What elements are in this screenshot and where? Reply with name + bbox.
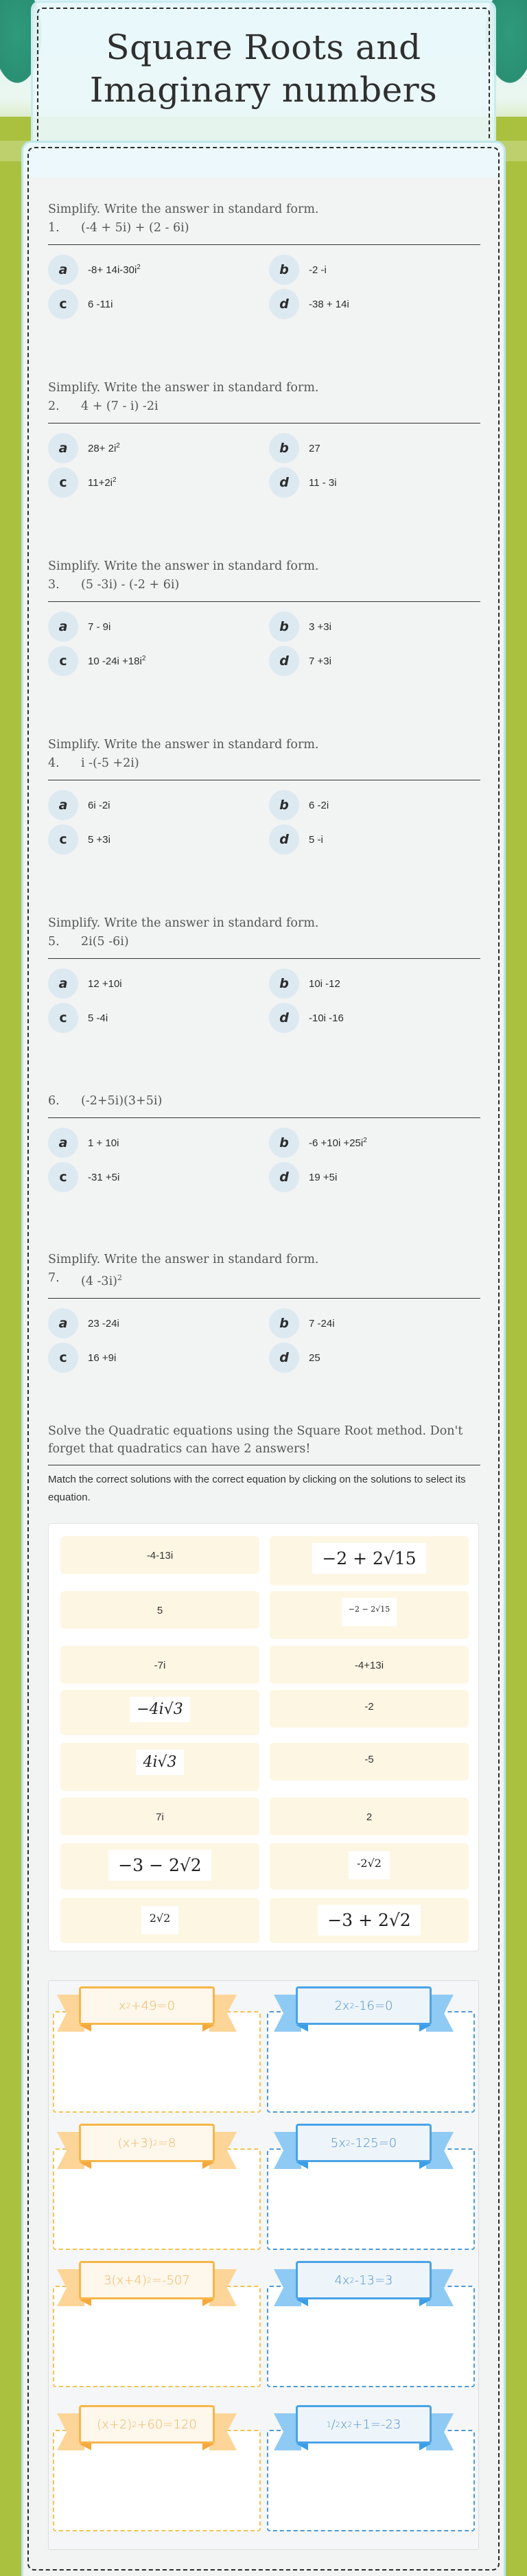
choice-text: $11+2i^2$	[88, 476, 117, 489]
equation-label-ribbon	[274, 2405, 454, 2453]
equation-buckets-panel	[48, 1980, 479, 2550]
choice-letter: c	[48, 1003, 78, 1033]
choice-b[interactable]	[269, 1128, 367, 1158]
solution-tile[interactable]: -4+13i	[270, 1646, 469, 1684]
choice-b[interactable]	[269, 255, 327, 285]
equation-label: (x+2) 2 +60=120	[79, 2405, 215, 2444]
equation-label-ribbon	[274, 2261, 454, 2309]
question-expression	[48, 754, 480, 773]
question-6	[48, 1091, 480, 1196]
choice-c[interactable]	[48, 1343, 116, 1373]
choice-letter: b	[269, 612, 299, 642]
solution-tile[interactable]: 2	[270, 1798, 469, 1835]
choice-letter: a	[48, 612, 78, 642]
choice-letter: c	[48, 467, 78, 498]
choice-text: 7 -24i	[309, 1317, 335, 1330]
question-4	[48, 736, 480, 859]
equation-label-ribbon	[57, 2124, 237, 2172]
choice-a[interactable]	[48, 255, 141, 285]
choice-letter: b	[269, 1128, 299, 1158]
expression-text: (-2+5i)(3+5i)	[81, 1094, 163, 1108]
choice-grid	[48, 612, 480, 680]
question-3	[48, 557, 480, 680]
choice-text: 5 -4i	[88, 1012, 108, 1024]
question-expression	[48, 932, 480, 951]
choice-text: $-6 +10i +25i^2$	[309, 1137, 367, 1149]
quadratic-instruction: Solve the Quadratic equations using the Square Root method. Don't forget that quadratics can have 2 answers!	[48, 1424, 463, 1456]
choice-letter: c	[48, 824, 78, 855]
choice-text: -31 +5i	[88, 1172, 120, 1183]
question-number: 4.	[48, 756, 60, 770]
choice-text: 10 $-24i +18i^2$	[88, 655, 146, 667]
choice-c[interactable]	[48, 646, 145, 676]
choice-d[interactable]	[269, 1003, 344, 1033]
choice-letter: b	[269, 433, 299, 463]
choice-letter: d	[269, 646, 299, 676]
choice-letter: d	[269, 1162, 299, 1192]
solution-tile[interactable]: -5	[270, 1743, 469, 1780]
choice-letter: b	[269, 790, 299, 820]
question-number: 5.	[48, 935, 60, 949]
question-instruction: Simplify. Write the answer in standard form.	[48, 738, 319, 752]
question-7	[48, 1251, 480, 1377]
choice-letter: d	[269, 467, 299, 498]
choice-text: 5 +3i	[88, 834, 110, 846]
choice-text: 7 - 9i	[88, 621, 111, 633]
choice-d[interactable]	[269, 1343, 320, 1373]
choice-grid	[48, 255, 480, 323]
question-expression	[48, 218, 480, 237]
choice-a[interactable]	[48, 1128, 119, 1158]
equation-label: 4x 2 -13=3	[296, 2261, 432, 2299]
choice-text: 6i -2i	[88, 800, 110, 811]
choice-text: 25	[309, 1351, 320, 1364]
solution-tile[interactable]: −4i√3	[60, 1690, 259, 1735]
choice-letter: a	[48, 255, 78, 285]
choice-letter: a	[48, 1308, 78, 1338]
divider	[48, 1117, 480, 1118]
equation-label: 2x 2 -16=0	[296, 1986, 432, 2025]
choice-c[interactable]	[48, 1003, 108, 1033]
choice-b[interactable]	[269, 1308, 335, 1338]
question-instruction: Simplify. Write the answer in standard form.	[48, 559, 319, 573]
question-number: 7.	[48, 1271, 60, 1285]
expression-text: (-4 + 5i) + (2 - 6i)	[81, 221, 189, 235]
solution-tile[interactable]: 2√2	[60, 1898, 259, 1943]
question-number: 2.	[48, 399, 60, 413]
choice-text: 11 - 3i	[309, 477, 337, 489]
equation-label: x 2 +49=0	[79, 1986, 215, 2025]
choice-text: 6 -11i	[88, 299, 113, 310]
question-instruction: Simplify. Write the answer in standard form.	[48, 916, 319, 930]
choice-text: $28+ 2i^2$	[88, 442, 120, 454]
choice-grid	[48, 433, 480, 502]
choice-text: 10i -12	[309, 978, 340, 990]
question-expression	[48, 1268, 480, 1291]
expression-text: 2i(5 -6i)	[81, 935, 129, 949]
choice-letter: b	[269, 1308, 299, 1338]
choice-letter: d	[269, 1003, 299, 1033]
solution-tiles-panel	[48, 1523, 479, 1951]
choice-a[interactable]	[48, 790, 110, 820]
expression-text: (4 -3i)$^2$	[81, 1273, 122, 1288]
choice-a[interactable]	[48, 968, 122, 999]
question-number: 1.	[48, 221, 60, 235]
solution-tile[interactable]: −2 − 2√15	[270, 1591, 469, 1639]
choice-grid	[48, 968, 480, 1037]
solution-tile[interactable]: 7i	[60, 1798, 259, 1835]
choice-text: 27	[309, 443, 320, 454]
choice-d[interactable]	[269, 467, 337, 498]
divider	[48, 244, 480, 245]
question-number: 6.	[48, 1094, 60, 1108]
choice-text: -38 + 14i	[309, 299, 349, 310]
divider	[48, 601, 480, 602]
question-2	[48, 379, 480, 502]
question-instruction: Simplify. Write the answer in standard form.	[48, 202, 319, 216]
choice-grid	[48, 790, 480, 859]
solution-tile[interactable]: -2√2	[270, 1843, 469, 1890]
question-expression	[48, 397, 480, 416]
question-instruction: Simplify. Write the answer in standard form.	[48, 381, 319, 395]
choice-text: -2 -i	[309, 264, 327, 276]
choice-letter: b	[269, 255, 299, 285]
quadratic-section-header	[48, 1422, 480, 1507]
solution-tile[interactable]: -7i	[60, 1646, 259, 1684]
choice-b[interactable]	[269, 790, 329, 820]
solution-tile[interactable]: −3 + 2√2	[270, 1898, 469, 1943]
choice-letter: a	[48, 968, 78, 999]
choice-text: 7 +3i	[309, 655, 331, 667]
choice-letter: d	[269, 1343, 299, 1373]
question-5	[48, 914, 480, 1037]
equation-label-ribbon	[274, 2124, 454, 2172]
choice-letter: c	[48, 289, 78, 319]
equation-label: 3(x+4) 2 =-507	[79, 2261, 215, 2299]
equation-label-ribbon	[57, 2405, 237, 2453]
expression-text: i -(-5 +2i)	[81, 756, 139, 770]
equation-label: 1 / 2 x 2 +1=-23	[296, 2405, 432, 2444]
solution-tile[interactable]: −3 − 2√2	[60, 1843, 259, 1890]
equation-label-ribbon	[57, 1986, 237, 2034]
choice-text: 6 -2i	[309, 800, 329, 811]
choice-b[interactable]	[269, 968, 340, 999]
choice-letter: a	[48, 433, 78, 463]
choice-letter: a	[48, 790, 78, 820]
choice-c[interactable]	[48, 289, 113, 319]
question-1	[48, 200, 480, 323]
choice-a[interactable]	[48, 612, 110, 642]
choice-c[interactable]	[48, 824, 110, 855]
equation-label: 5x 2 -125=0	[296, 2124, 432, 2162]
panel-header-band	[23, 143, 504, 177]
divider	[48, 1298, 480, 1299]
choice-d[interactable]	[269, 289, 349, 319]
choice-text: 16 +9i	[88, 1351, 117, 1364]
choice-text: $-8+ 14i-30i^2$	[88, 264, 141, 276]
equation-label-ribbon	[274, 1986, 454, 2034]
choice-d[interactable]	[269, 1162, 337, 1192]
expression-text: (5 -3i) - (-2 + 6i)	[81, 578, 180, 592]
matching-instruction: Match the correct solutions with the correct equation by clicking on the solutions to select its equation.	[48, 1474, 466, 1503]
choice-c[interactable]	[48, 1162, 119, 1192]
choice-b[interactable]	[269, 433, 320, 463]
choice-letter: d	[269, 824, 299, 855]
choice-a[interactable]	[48, 433, 120, 463]
choice-a[interactable]	[48, 1308, 119, 1338]
choice-letter: c	[48, 1162, 78, 1192]
solution-tile[interactable]: 4i√3	[60, 1743, 259, 1791]
choice-grid	[48, 1308, 480, 1377]
choice-letter: b	[269, 968, 299, 999]
choice-d[interactable]	[269, 824, 323, 855]
choice-text: -10i -16	[309, 1012, 344, 1024]
choice-text: 5 -i	[309, 834, 323, 846]
solution-tile[interactable]: -4-13i	[60, 1536, 259, 1574]
choice-letter: d	[269, 289, 299, 319]
choice-letter: c	[48, 1343, 78, 1373]
equation-label: (x+3) 2 =8	[79, 2124, 215, 2162]
page-title: Square Roots and Imaginary numbers	[89, 27, 438, 110]
choice-text: 12 +10i	[88, 978, 122, 990]
question-expression	[48, 1091, 480, 1111]
expression-text: 4 + (7 - i) -2i	[81, 399, 159, 413]
choice-grid	[48, 1128, 480, 1196]
choice-text: 23 -24i	[88, 1317, 119, 1330]
question-instruction: Simplify. Write the answer in standard form.	[48, 1253, 319, 1266]
choice-text: 1 + 10i	[88, 1137, 119, 1149]
solution-tile[interactable]: 5	[60, 1591, 259, 1629]
choice-letter: a	[48, 1128, 78, 1158]
equation-label-ribbon	[57, 2261, 237, 2309]
choice-text: 19 +5i	[309, 1172, 338, 1183]
choice-d[interactable]	[269, 646, 331, 676]
solution-tile[interactable]: −2 + 2√15	[270, 1536, 469, 1586]
question-number: 3.	[48, 578, 60, 592]
question-expression	[48, 575, 480, 594]
choice-b[interactable]	[269, 612, 331, 642]
choice-c[interactable]	[48, 467, 117, 498]
choice-text: 3 +3i	[309, 621, 331, 633]
solution-tile[interactable]: -2	[270, 1690, 469, 1728]
choice-letter: c	[48, 646, 78, 676]
divider	[48, 958, 480, 959]
